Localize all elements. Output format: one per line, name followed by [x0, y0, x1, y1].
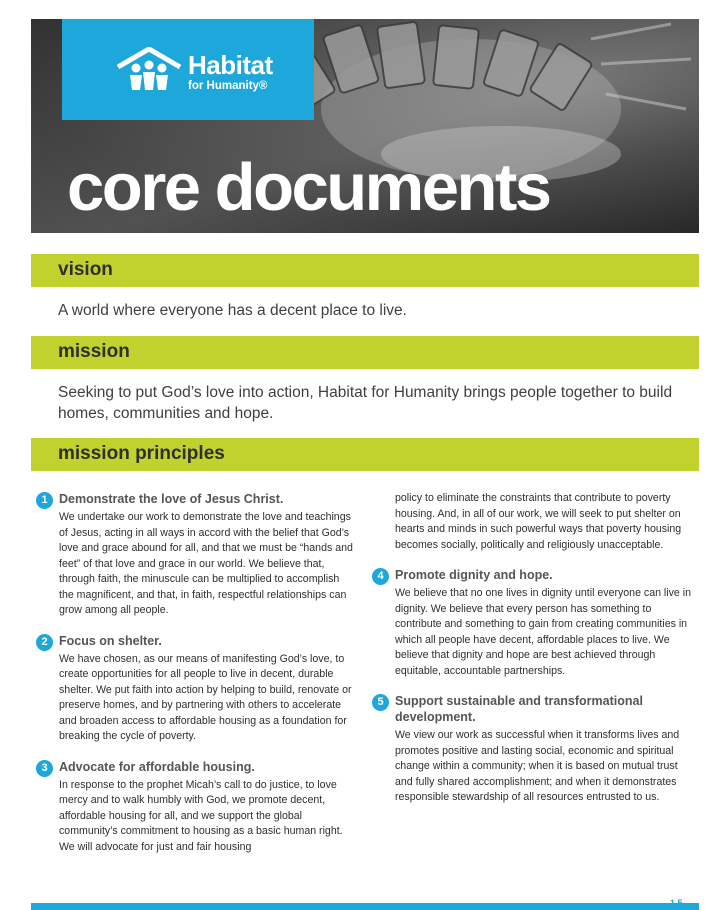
- mission-heading: mission: [58, 341, 130, 362]
- principle-title: Promote dignity and hope.: [395, 568, 553, 582]
- page-title: core documents: [67, 150, 550, 225]
- principle-body: We believe that no one lives in dignity until everyone can live in dignity. We believe that every person has something to contribute and something to gain from creating communities in which all people have decent, affordable places to live. We believe that dignity and hope are best achieved through equitable, accountable partnerships.: [395, 587, 692, 677]
- principles-heading-bar: [31, 438, 699, 471]
- principle-title: Advocate for affordable housing.: [59, 759, 255, 774]
- principles-left-column: [31, 491, 353, 855]
- principle-body: We have chosen, as our means of manifesting God’s love, to create opportunities for all people to live in decent, durable shelter. We put faith into action by helping to build, renovate or preserve homes, and by partnering with others to accelerate and broaden access to affordable housing as a foundation for breaking the cycle of poverty.: [59, 652, 352, 742]
- principle-body-continued: policy to eliminate the constraints that contribute to poverty housing. And, in all of our work, we will seek to put shelter on hearts and minds in such powerful ways that poverty housing becomes socially, politically and religiously unacceptable.: [395, 492, 682, 551]
- number-badge: 5: [372, 694, 389, 711]
- principle-1: [31, 491, 353, 619]
- principle-3: [31, 759, 353, 856]
- principle-title: Focus on shelter.: [59, 633, 162, 648]
- principle-title: Demonstrate the love of Jesus Christ.: [59, 492, 284, 506]
- mission-heading-bar: [31, 336, 699, 369]
- page-number: 1.5: [670, 898, 683, 908]
- principles-heading: mission principles: [58, 443, 225, 464]
- number-badge: 4: [372, 568, 389, 585]
- hero-banner: [31, 19, 699, 233]
- principle-body: We undertake our work to demonstrate the love and teachings of Jesus, acting in all ways in accord with the belief that God’s love and grace abound for all, and that we must be “hands and feet” of that love and grace in our world. We believe that, through faith, the minuscule can be multiplied to accomplish the magnificent, and that, in faith, respectful relationships can grow among all people.: [59, 511, 353, 616]
- number-badge: 2: [36, 634, 53, 651]
- vision-heading: vision: [58, 259, 113, 280]
- logo-subtitle: for Humanity®: [188, 80, 268, 92]
- principle-4: [367, 567, 692, 679]
- footer-bar: [31, 903, 699, 910]
- principle-5: [367, 693, 692, 806]
- principle-body: In response to the prophet Micah’s call to do justice, to love mercy and to walk humbly with God, we promote decent, affordable housing for all, and we support the global community’s commitment to housing as a basic human right. We will advocate for just and fair housing: [59, 778, 343, 853]
- principle-2: [31, 633, 353, 745]
- principle-3-continued: [367, 491, 692, 553]
- habitat-house-people-icon: [114, 47, 184, 91]
- number-badge: 1: [36, 492, 53, 509]
- vision-text: A world where everyone has a decent place to live.: [58, 302, 407, 319]
- vision-heading-bar: [31, 254, 699, 287]
- logo-name: Habitat: [188, 50, 273, 80]
- habitat-logo[interactable]: [62, 19, 314, 120]
- logo-wordmark: [188, 52, 273, 93]
- number-badge: 3: [36, 760, 53, 777]
- principles-right-column: [367, 491, 692, 806]
- principle-body: We view our work as successful when it transforms lives and promotes positive and lasting social, economic and spiritual change within a community; when it is based on mutual trust and fully shared accomplishment; and when it demonstrates responsible stewardship of all resources entrusted to us.: [395, 729, 680, 803]
- principle-title: Support sustainable and transformational development.: [395, 694, 643, 724]
- mission-text: Seeking to put God’s love into action, Habitat for Humanity brings people together to build homes, communities and hope.: [58, 384, 673, 422]
